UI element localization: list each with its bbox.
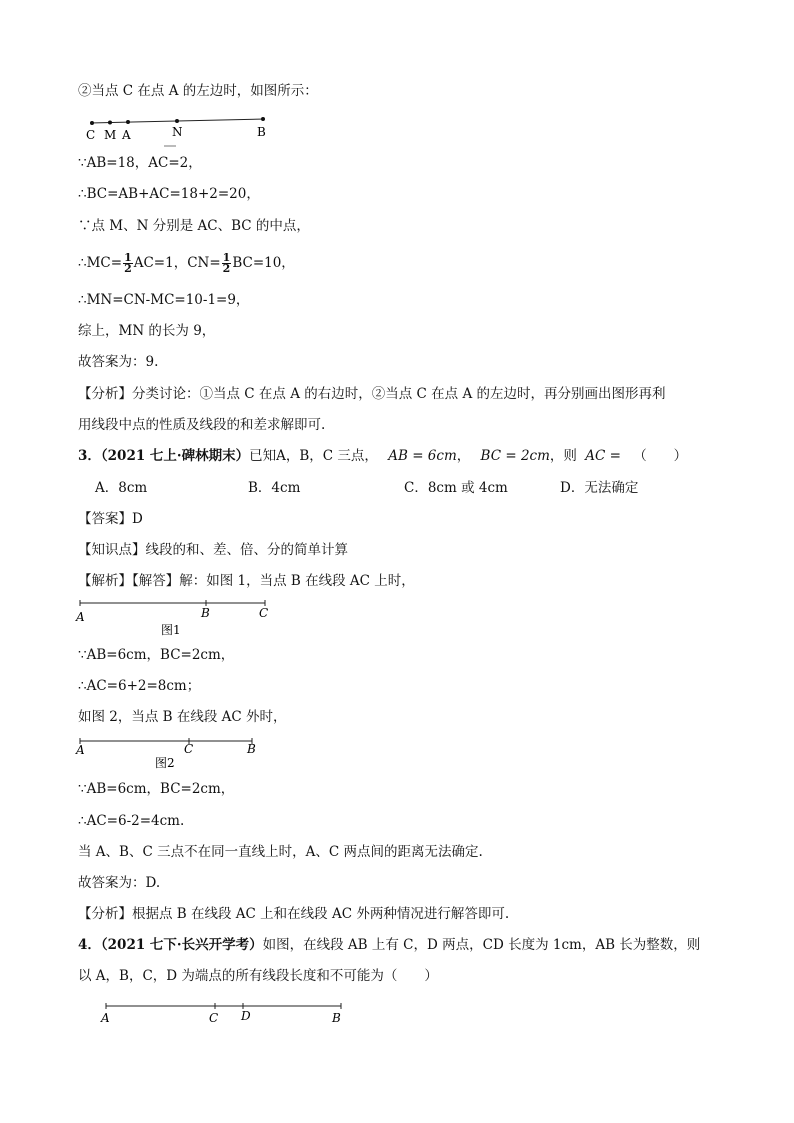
fig2-label: B: [247, 742, 256, 756]
point-c: [90, 121, 94, 125]
option-c: C．8cm 或 4cm: [404, 480, 508, 496]
solution-intro: 【解析】【解答】解：如图 1，当点 B 在线段 AC 上时，: [78, 573, 415, 589]
fraction-half: $\frac{1}{2}$: [124, 251, 132, 275]
question-4-stem-cont: 以 A，B，C，D 为端点的所有线段长度和不可能为（ ）: [78, 968, 438, 984]
fig1-caption: 图1: [161, 623, 181, 637]
solution-line: 综上，MN 的长为 9，: [78, 323, 216, 339]
fig2-label: A: [76, 743, 85, 757]
solution-line: ∴BC=AB+AC=18+2=20，: [78, 186, 260, 202]
fig4-label: D: [241, 1009, 251, 1023]
solution-line: ∵AB=6cm，BC=2cm，: [78, 781, 235, 797]
fig0-label: B: [257, 125, 266, 139]
fraction-half: $\frac{1}{2}$: [222, 251, 231, 275]
solution-line: ∴AC=6+2=8cm；: [78, 678, 201, 694]
question-4-stem: 4．（2021 七下·长兴开学考）如图，在线段 AB 上有 C，D 两点，CD 长度为 1cm，AB 长为整数，则: [78, 937, 701, 953]
fig2-caption: 图2: [155, 756, 175, 770]
question-3-stem: 3．（2021 七上·碑林期末）已知A，B，C 三点， AB = 6cm， BC = 2cm，则 AC = （ ）: [78, 448, 688, 464]
fig1-label: A: [76, 610, 85, 624]
point-n: [175, 119, 179, 123]
fig4-label: C: [209, 1011, 219, 1025]
knowledge-point: 【知识点】线段的和、差、倍、分的简单计算: [78, 542, 348, 558]
fig4-label: B: [332, 1011, 341, 1025]
option-d: D．无法确定: [560, 480, 639, 496]
solution-line: 故答案为：D.: [78, 875, 161, 891]
fig0-label: C: [86, 128, 96, 142]
fig0-label: A: [122, 128, 131, 142]
answer: 【答案】D: [78, 511, 143, 527]
fig1-label: B: [201, 606, 210, 620]
analysis-line: 【分析】根据点 B 在线段 AC 上和在线段 AC 外两种情况进行解答即可.: [78, 906, 510, 922]
solution-line: ∵AB=6cm，BC=2cm，: [78, 647, 235, 663]
fig4-label: A: [101, 1011, 110, 1025]
solution-line: ∴MN=CN-MC=10-1=9，: [78, 292, 250, 308]
solution-line: ∵AB=18，AC=2，: [78, 155, 202, 171]
fig0-label: N: [172, 125, 183, 139]
solution-line: ∵点 M、N 分别是 AC、BC 的中点，: [78, 218, 310, 234]
option-a: A．8cm: [95, 480, 148, 496]
solution-line: 如图 2，当点 B 在线段 AC 外时，: [78, 709, 287, 725]
analysis-line: 【分析】分类讨论：①当点 C 在点 A 的右边时，②当点 C 在点 A 的左边时，再分别画出图形再利: [78, 386, 666, 402]
point-b: [261, 117, 265, 121]
solution-line: 故答案为：9.: [78, 354, 159, 370]
solution-line-fraction: ∴MC= $\frac{1}{2}$ AC=1，CN= $\frac{1}{2}$ BC=10，: [78, 251, 295, 275]
case2-heading: ②当点 C 在点 A 的左边时，如图所示：: [78, 83, 318, 99]
fig1-label: C: [259, 606, 269, 620]
solution-line: 当 A、B、C 三点不在同一直线上时，A、C 两点间的距离无法确定.: [78, 844, 483, 860]
point-m: [108, 121, 112, 125]
analysis-line: 用线段中点的性质及线段的和差求解即可.: [78, 417, 326, 433]
solution-line: ∴AC=6-2=4cm.: [78, 813, 185, 829]
option-b: B．4cm: [248, 480, 301, 496]
fig0-label: M: [104, 128, 117, 142]
point-a: [126, 120, 130, 124]
fig2-label: C: [184, 742, 194, 756]
